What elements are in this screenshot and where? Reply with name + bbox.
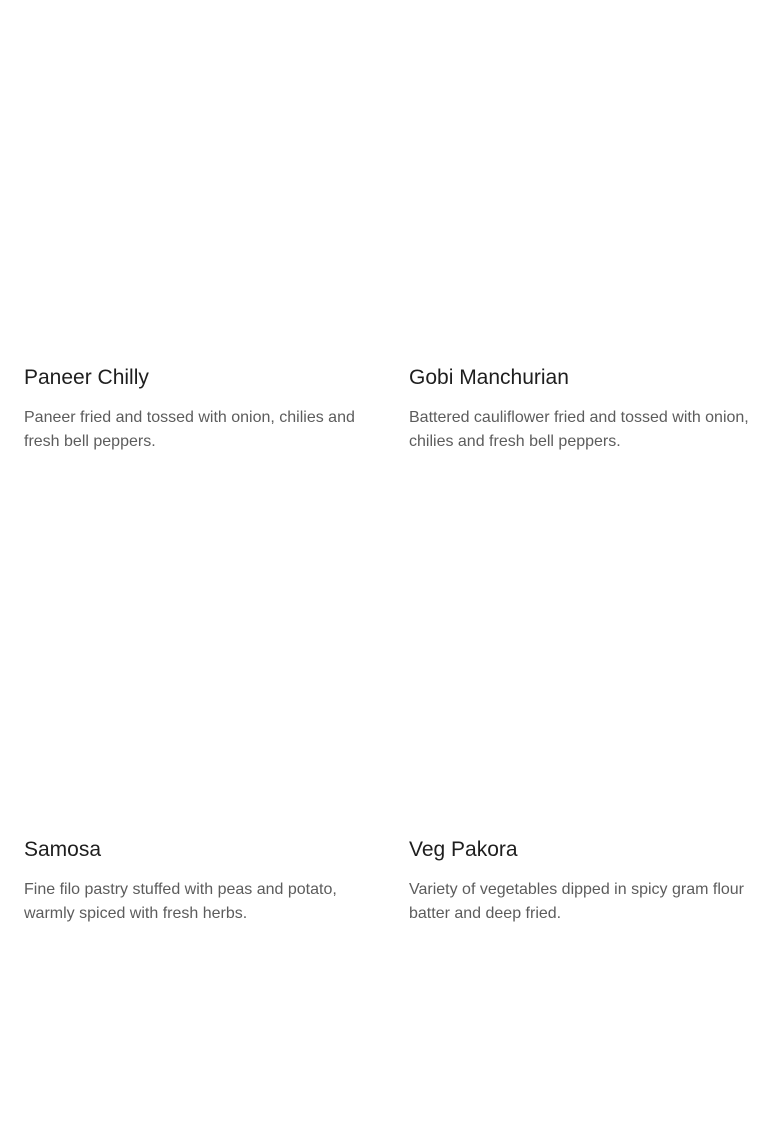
menu-item-paneer-chilly[interactable] — [24, 365, 364, 454]
menu-item-description: Paneer fried and tossed with onion, chilies and fresh bell peppers. — [24, 409, 355, 450]
menu-item-title: Paneer Chilly — [24, 366, 149, 389]
menu-item-title: Gobi Manchurian — [409, 366, 569, 389]
menu-item-description: Variety of vegetables dipped in spicy gram flour batter and deep fried. — [409, 881, 744, 922]
menu-item-samosa[interactable] — [24, 837, 364, 926]
menu-item-description: Battered cauliflower fried and tossed with onion, chilies and fresh bell peppers. — [409, 409, 749, 450]
menu-item-gobi-manchurian[interactable] — [409, 365, 749, 454]
menu-item-description: Fine filo pastry stuffed with peas and potato, warmly spiced with fresh herbs. — [24, 881, 337, 922]
menu-item-title: Veg Pakora — [409, 838, 518, 861]
menu-item-veg-pakora[interactable] — [409, 837, 749, 926]
menu-item-title: Samosa — [24, 838, 102, 861]
